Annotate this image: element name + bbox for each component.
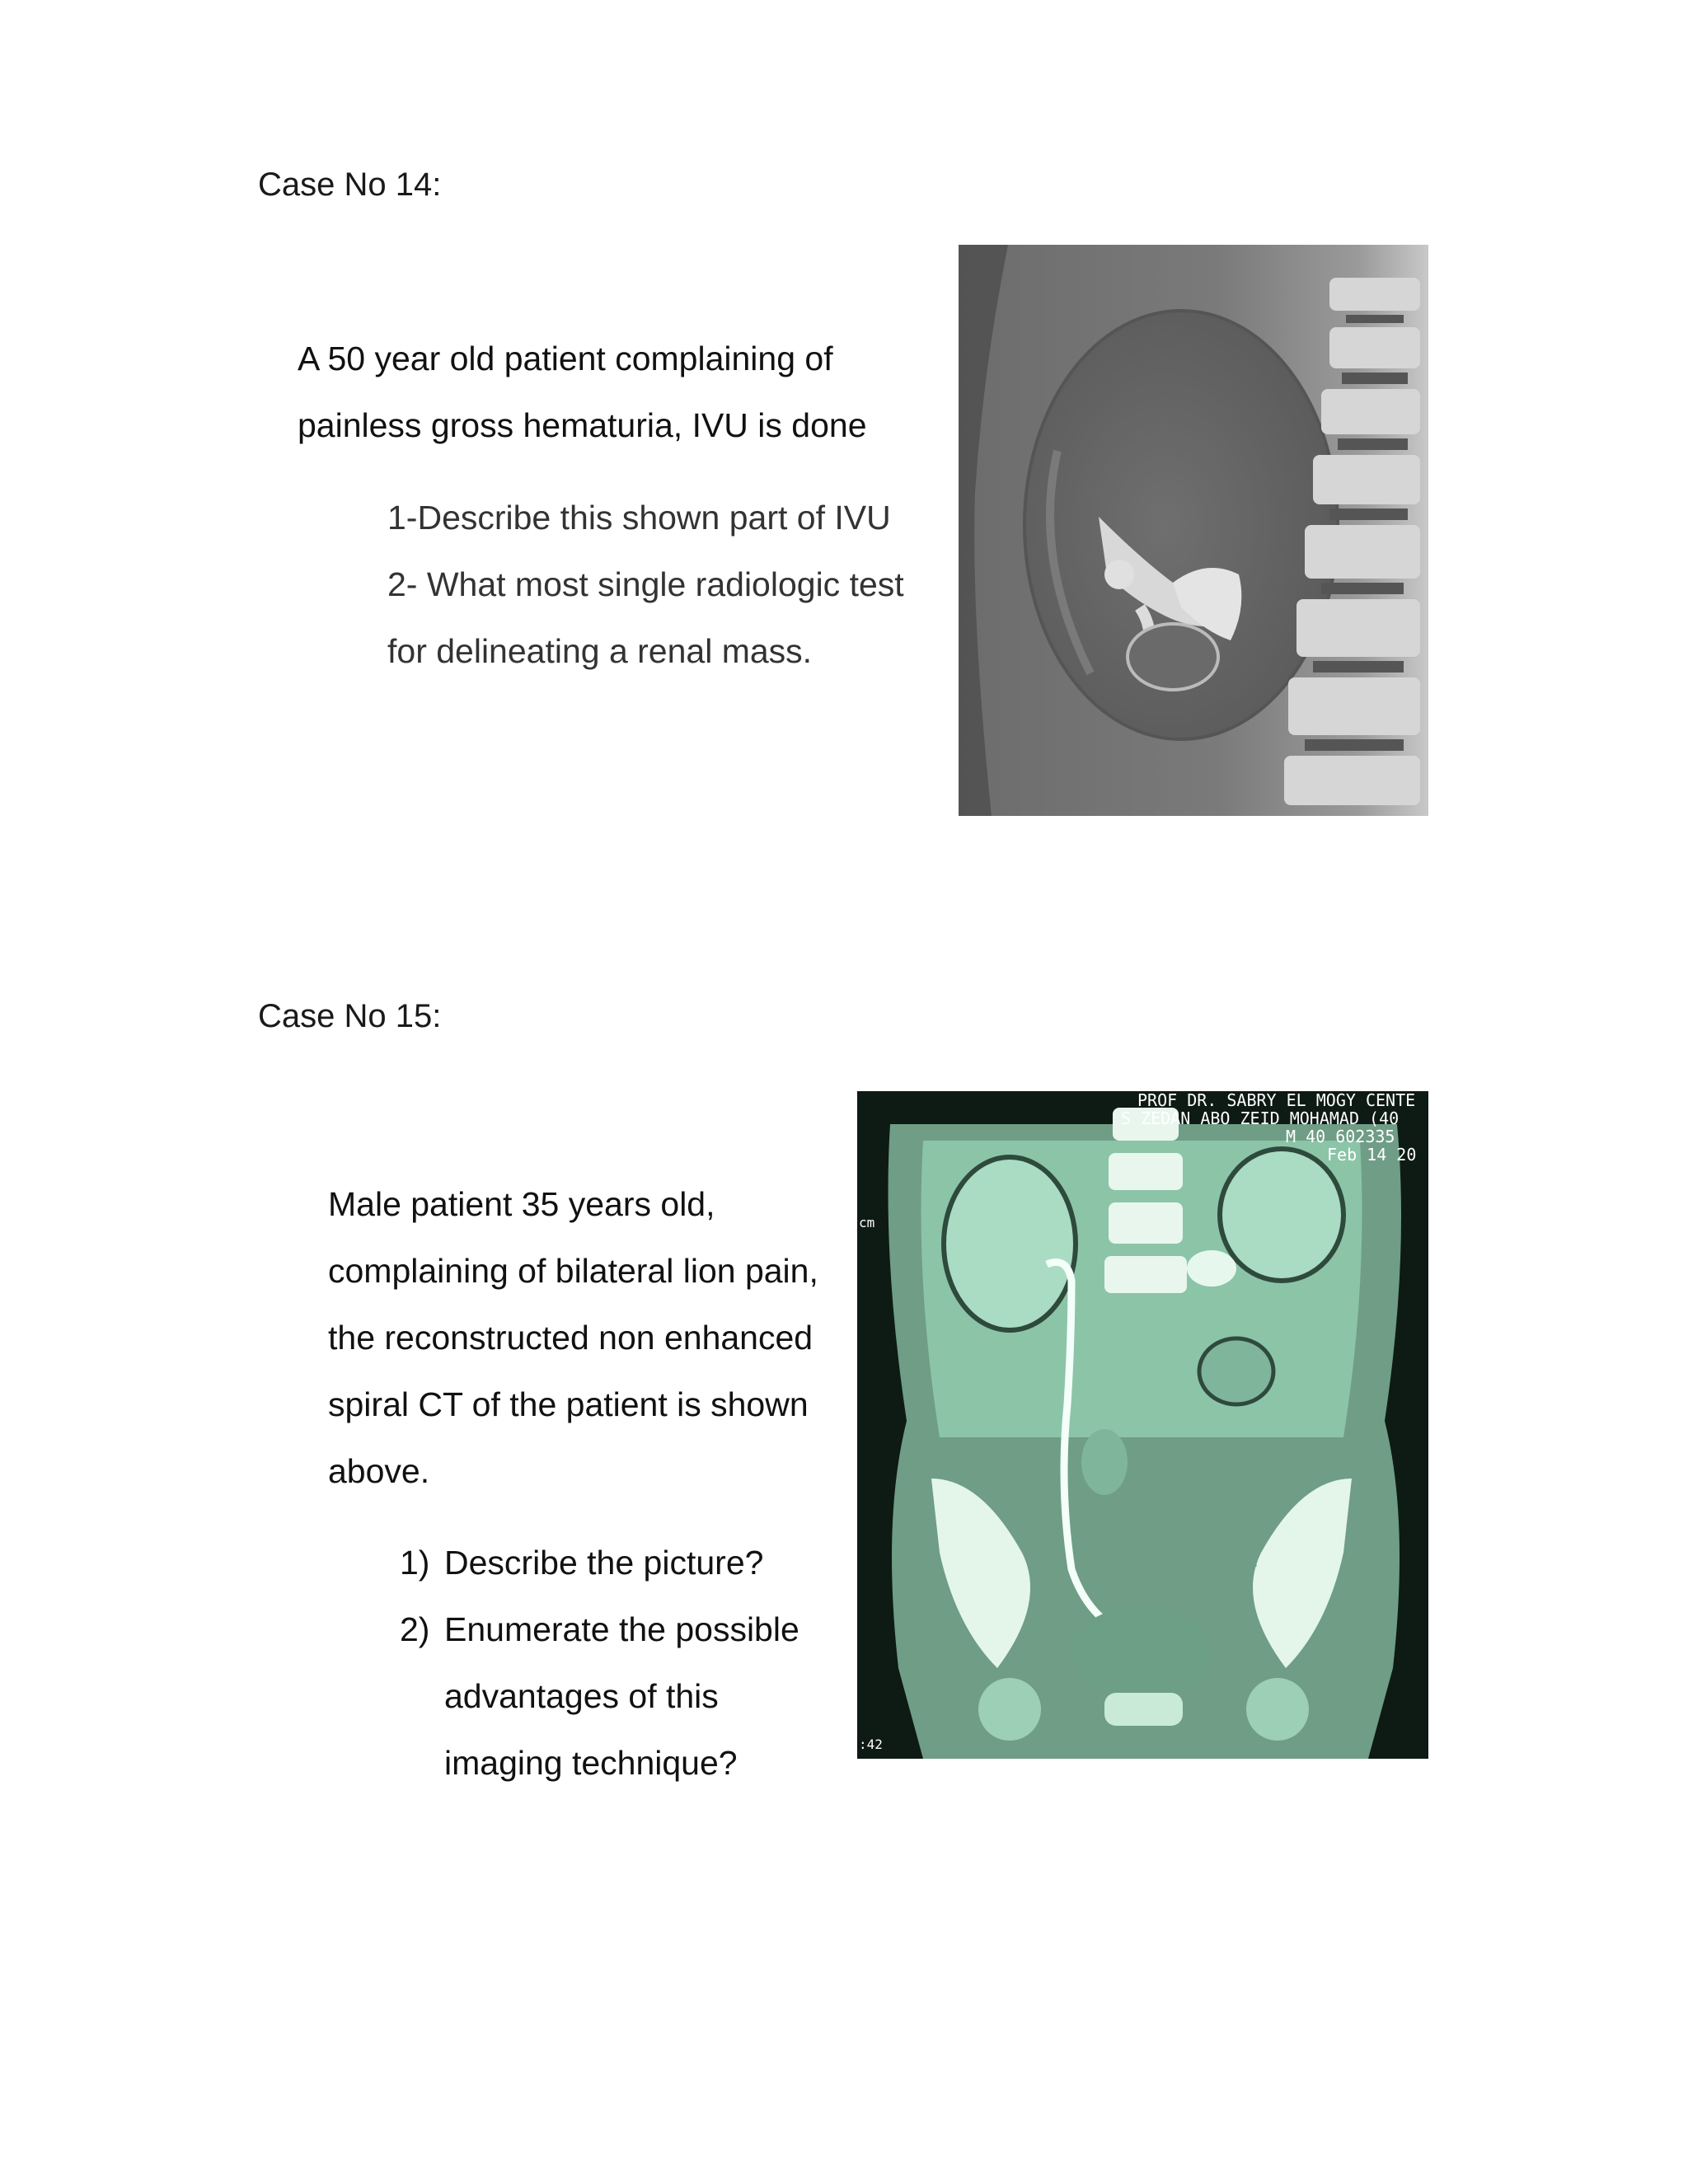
case-15-intro-line-1: Male patient 35 years old, — [328, 1185, 715, 1223]
case-14-question-1: 1-Describe this shown part of IVU — [387, 499, 891, 537]
case-15-heading: Case No 15: — [258, 998, 442, 1034]
ct-scan-image — [857, 1091, 1428, 1759]
case-14-heading: Case No 14: — [258, 166, 442, 203]
question-text: Describe the picture? — [444, 1544, 764, 1582]
question-number: 2) — [400, 1610, 430, 1648]
ct-overlay-time: :42 — [859, 1736, 883, 1752]
case-14-question-2-line-1: 2- What most single radiologic test — [387, 565, 904, 603]
ct-overlay-line-3: M 40 602335 — [1286, 1127, 1395, 1146]
ivu-xray-image — [959, 245, 1428, 816]
question-text: imaging technique? — [444, 1744, 738, 1782]
ct-overlay-line-2: S ZEDAN ABO ZEID MOHAMAD (40 — [1121, 1108, 1400, 1128]
ct-overlay-line-4: Feb 14 20 — [1327, 1145, 1417, 1165]
ct-overlay-cm: cm — [859, 1215, 875, 1230]
question-text: Enumerate the possible — [444, 1610, 799, 1648]
case-15-intro-line-2: complaining of bilateral lion pain, — [328, 1252, 818, 1290]
case-14-intro-line-1: A 50 year old patient complaining of — [298, 340, 833, 377]
ct-overlay-line-1: PROF DR. SABRY EL MOGY CENTE — [1137, 1091, 1416, 1110]
case-15-intro-line-4: spiral CT of the patient is shown — [328, 1385, 809, 1423]
case-15-intro-line-3: the reconstructed non enhanced — [328, 1319, 814, 1357]
case-15-intro-line-5: above. — [328, 1452, 430, 1490]
question-number: 1) — [400, 1544, 430, 1582]
case-14-intro-line-2: painless gross hematuria, IVU is done — [298, 406, 867, 444]
question-text: advantages of this — [444, 1677, 719, 1715]
case-14-question-2-line-2: for delineating a renal mass. — [387, 632, 813, 670]
